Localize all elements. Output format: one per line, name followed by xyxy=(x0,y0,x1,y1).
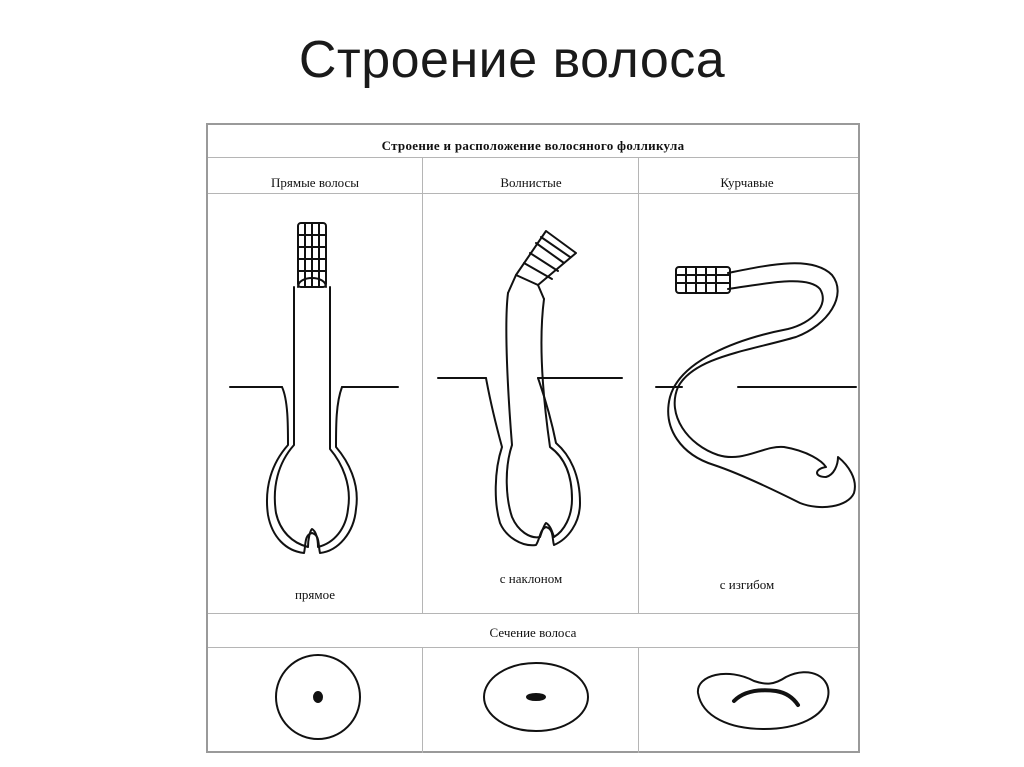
cross-section-kidney xyxy=(698,672,829,729)
follicle-drawings xyxy=(208,125,862,755)
column-header-straight: Прямые волосы xyxy=(270,175,360,190)
caption-straight: прямое xyxy=(294,587,336,602)
caption-tilted: с наклоном xyxy=(499,571,563,586)
cross-section-oval xyxy=(484,663,588,731)
slide-title: Строение волоса xyxy=(298,31,726,89)
table-title: Строение и расположение волосяного фолликула xyxy=(381,138,685,153)
column-header-curly: Курчавые xyxy=(720,175,774,190)
section-title: Сечение волоса xyxy=(489,625,577,640)
caption-bent: с изгибом xyxy=(719,577,775,592)
hair-follicle-figure xyxy=(206,123,860,753)
straight-follicle-drawing xyxy=(230,223,398,553)
curly-follicle-drawing xyxy=(656,263,856,507)
cross-section-round xyxy=(276,655,360,739)
wavy-follicle-drawing xyxy=(438,231,622,545)
column-header-wavy: Волнистые xyxy=(500,175,562,190)
